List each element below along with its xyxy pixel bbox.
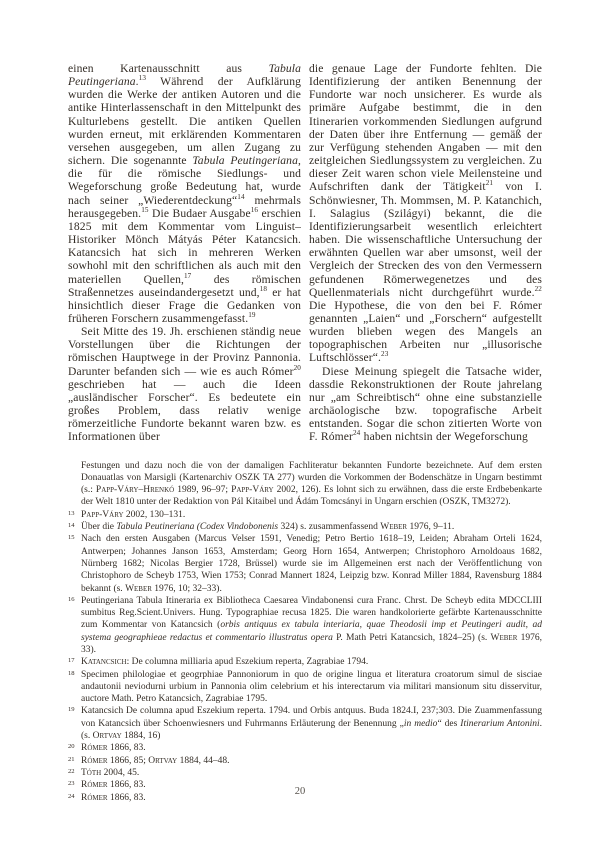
text-segment: geschrieben hat — auch die Ideen „ausländischer Forscher“. Es bedeutete ein großes Problem, dass relativ wenige römerzeitliche Fundorte bekannt waren bzw. es Informationen über <box>68 377 301 444</box>
text-segment: Papp-Váry <box>81 509 124 520</box>
footnote <box>68 755 542 767</box>
text-segment: erschien 1825 mit dem Kommentar vom Linguist–Historiker Mönch Mátyás Péter Katancsich. Katancsich hat sich in mehreren Werken sowhohl mit den schriftlichen als auch mit den materiellen Quellen, <box>68 206 301 286</box>
text-segment: 1976, 9–11. <box>407 522 455 533</box>
text-segment: Katancsich <box>81 657 127 668</box>
footnote <box>68 656 542 668</box>
text-segment: Tabula Peutingeriana <box>68 62 301 89</box>
text-segment: mehrmals herausgegeben. <box>68 193 301 220</box>
footnote-reference: 13 <box>138 74 147 83</box>
text-segment: Peutingeriana Tabula Itineraria ex Bibliotheca Caesarea Vindabonensi cura Franc. Chrst. De Scheyb edita MDCCLIII sumbitus Reg.Scient.Univers. Hung. Typographiae recusa 1825. Die waren handkolorierte gefärbte Kartenausschnitte zum Kommentar von Katancsich ( <box>81 595 542 631</box>
footnote <box>68 767 542 779</box>
text-segment: P. Math Petri Katancsich, 1824–25) (s. <box>332 632 491 643</box>
text-segment: haben nichtsin der Wegeforschung <box>360 430 528 444</box>
text-segment: Die Hypothese, die von den bei F. Rómer genannten „Laien“ und „Forschern“ aufgestellt wurden blieben wegen des Mangels an topographischen Arbeiten nur „illusorische Luftschlösser“. <box>309 298 542 365</box>
text-segment: einen Kartenausschnitt aus <box>68 62 269 75</box>
text-segment: Festungen und dazu noch die von der damaligen Fachliteratur bekannten Fundorte bezeichnete. Auf dem ersten Donauatlas von Marsigli (Kartenarchiv OSZK TA 277) wurden die Vorkommen der Bodenschätze in Ungarn bestimmt (s.: <box>81 460 542 496</box>
footnote <box>68 533 542 594</box>
footnote-reference: 16 <box>250 205 259 214</box>
footnotes-block <box>68 460 542 804</box>
text-segment: 1866, 83. <box>107 792 146 803</box>
footnote-number: 16 <box>68 595 75 603</box>
text-segment: Papp-Váry–Hrenkó <box>95 485 175 496</box>
text-segment: 324) s. zusammenfassend <box>278 522 381 533</box>
left-column <box>68 62 301 444</box>
text-segment: Specimen philologiae et geogrphiae Pannoniorum in quo de origine lingua et literatura croatorum simul de sisciae andautonii neviodurni urbium in Pannonia olim celebrium et his interectarum via militari mansionum situ disservitur, auctore Math. Petro Katancsich, Zagrabiae 1795. <box>81 669 542 705</box>
footnote-number: 18 <box>68 669 75 677</box>
footnote <box>68 521 542 533</box>
footnote-reference: 14 <box>237 192 245 201</box>
text-segment: orbis antiquus ex tabula interiaria, quae Theodosii imp et Peutingeri audit, ad systema geographieae redactus et commentario illustratus opera <box>81 620 542 643</box>
text-segment: . <box>135 75 139 89</box>
text-segment: Tóth <box>81 767 102 778</box>
text-segment: 1884, 44–48. <box>177 755 230 766</box>
footnote-reference: 17 <box>183 271 192 280</box>
text-segment: 1866, 83. <box>107 743 146 754</box>
text-segment: 1866, 83. <box>107 780 146 791</box>
footnote <box>68 742 542 754</box>
footnote-number: 24 <box>68 792 75 800</box>
main-text-columns <box>68 62 542 444</box>
paragraph <box>309 365 542 444</box>
paragraph <box>68 325 301 443</box>
text-segment: Weber <box>380 522 408 533</box>
footnote-reference: 21 <box>485 179 494 188</box>
text-segment: Über die <box>81 522 117 533</box>
footnote-reference: 20 <box>293 363 301 372</box>
text-segment: Die Budaer Ausgabe <box>148 206 251 220</box>
text-segment: 2004, 45. <box>101 767 140 778</box>
footnote-number: 13 <box>68 509 75 517</box>
text-segment: Ortvay <box>148 755 178 766</box>
footnote-reference: 23 <box>381 350 389 359</box>
text-segment: Diese Meinung spiegelt die Tatsache wider, dassdie Rekonstruktionen der Route jahrelang nur „am Schreibtisch“ ohne eine substanzielle archäologische bzw. topografische Arbeit entstanden. Sogar die schon zitierten Worte von F. Rómer <box>309 364 542 444</box>
footnote-number: 19 <box>68 706 75 714</box>
page-number: 20 <box>294 786 306 797</box>
footnote-number: 21 <box>68 755 75 763</box>
text-segment: in medio <box>403 718 438 729</box>
footnote <box>68 460 542 509</box>
text-segment: “ des <box>437 718 461 729</box>
footnote-reference: 19 <box>248 311 256 320</box>
text-segment: er hat hinsichtlich dieser Frage die Gedanken von früheren Forschern zusammengefasst. <box>68 285 301 325</box>
text-segment: Katancsich De columna apud Eszekium reperta. 1794. und Orbis antquus. Buda 1824.I, 237;303. Die Zuammenfassung von Katancsich über Schoenwiesners und Fuhrmanns Erläuterung der Benennung „ <box>81 706 542 729</box>
text-segment: Rómer <box>81 743 108 754</box>
text-segment: Itinerarium Antonini <box>460 718 540 729</box>
text-segment: Seit Mitte des 19. Jh. erschienen ständig neue Vorstellungen über die Richtungen der römischen Hauptwege in der Provinz Pannonia. Darunter befanden sich — wie es auch Rómer <box>68 325 301 378</box>
text-segment: Während der Aufklärung wurden die Werke der antiken Autoren und die antike Hinterlassenschaft in den Mittelpunkt des Kulturlebens gestellt. Die antiken Quellen wurden erneut, mit erklärenden Kommentaren versehen ausgegeben, um allen Zugang zu sichern. Die sogenannte <box>68 75 301 168</box>
footnote-number: 22 <box>68 767 75 775</box>
footnote-number: 23 <box>68 780 75 788</box>
footnote-reference: 18 <box>259 284 268 293</box>
footnote <box>68 669 542 706</box>
footnote-reference: 22 <box>534 284 542 293</box>
text-segment: 1884, 16) <box>121 731 161 742</box>
footnote-number: 20 <box>68 743 75 751</box>
text-segment: Weber <box>125 583 152 594</box>
text-segment: Rómer <box>81 792 108 803</box>
text-segment: Ortvay <box>92 731 122 742</box>
footnote-number: 17 <box>68 657 75 665</box>
footnote-number: 14 <box>68 522 75 530</box>
text-segment: 2002, 130–131. <box>123 509 186 520</box>
text-segment: Rómer <box>81 755 108 766</box>
paragraph <box>309 62 542 365</box>
text-segment: Nach den ersten Ausgaben (Marcus Velser 1591, Venedig; Petro Bertio 1618–19, Leiden; Abraham Orteli 1624, Antwerpen; Johannes Janson 1653, Amsterdam; Georg Horn 1654, Antwerpen; Christophoro Arnoldoaus 1682, Nürnberg 1682; Nicolas Bergier 1728, Brüssel) wurde sie im Allgemeinen erst nach der Veröffentlichung von Christophoro de Scheyb 1753, Wien 1753; Conrad Mannert 1824, Leipzig bzw. Konrad Miller 1884, Ravensburg 1884 bekannt (s. <box>81 534 542 594</box>
text-segment: 1976, 10; 32–33). <box>151 583 222 594</box>
right-column <box>309 62 542 444</box>
footnote <box>68 705 542 742</box>
text-segment: Weber <box>490 632 518 643</box>
text-segment: des römischen Straßennetzes auseindandergesetzt und, <box>68 272 301 299</box>
text-segment: Tabula Peutineriana (Codex Vindobonenis <box>116 522 279 533</box>
text-segment: 1976, 33). <box>81 632 543 655</box>
text-segment: Rómer <box>81 780 108 791</box>
footnote-number: 15 <box>68 534 75 542</box>
text-segment: Tabula Peutingeriana <box>192 154 298 168</box>
text-segment: 1989, 96–97; <box>174 485 232 496</box>
text-segment: 2002, 126). Es lohnt sich zu erwähnen, dass die erste Erdbebenkarte der Welt 1810 unter der Redaktion von Pál Kitaibel und Ádám Tomcsányi in Ungarn erschien (OSZK, TM3272). <box>81 485 543 508</box>
text-segment: . (s. <box>81 718 543 742</box>
text-segment: 1866, 85; <box>107 755 149 766</box>
text-segment: von I. Schönwiesner, Th. Mommsen, M. P. Katanchich, I. Salagius (Szilágyi) bekannt, die die Identifizierungsarbeit wesentlich erleichtert haben. Die wissenschaftliche Untersuchung der erwähnten Quellen war aber umsonst, weil der Vergleich der Strecken des von den Vermessern gefundenen Römerwegenetzes und des Quellenmaterials nicht durchgeführt wurde. <box>309 180 542 299</box>
paragraph <box>68 62 301 325</box>
text-segment: , die für die römische Siedlungs- und Wegeforschung große Bedeutung hat, wurde nach seiner „Wiederentdeckung“ <box>68 154 301 207</box>
footnote-reference: 15 <box>141 205 149 214</box>
text-segment: : De columna milliaria apud Eszekium reperta, Zagrabiae 1794. <box>126 657 369 668</box>
text-segment: Papp-Váry <box>231 485 274 496</box>
footnote <box>68 509 542 521</box>
footnote <box>68 595 542 656</box>
text-segment: die genaue Lage der Fundorte fehlten. Die Identifizierung der antiken Benennung der Fundorte war noch unsicherer. Es wurde als primäre Aufgabe bestimmt, die in den Itinerarien vorkommenden Siedlungen aufgrund der Daten über ihre Entfernung — gemäß der zur Verfügung stehenden Angaben — mit den zeitgleichen Siedlungssystem zu vergleichen. Zu dieser Zeit waren schon viele Meilensteine und Aufschriften dank der Tätigkeit <box>309 62 542 194</box>
footnote-reference: 24 <box>352 429 361 438</box>
